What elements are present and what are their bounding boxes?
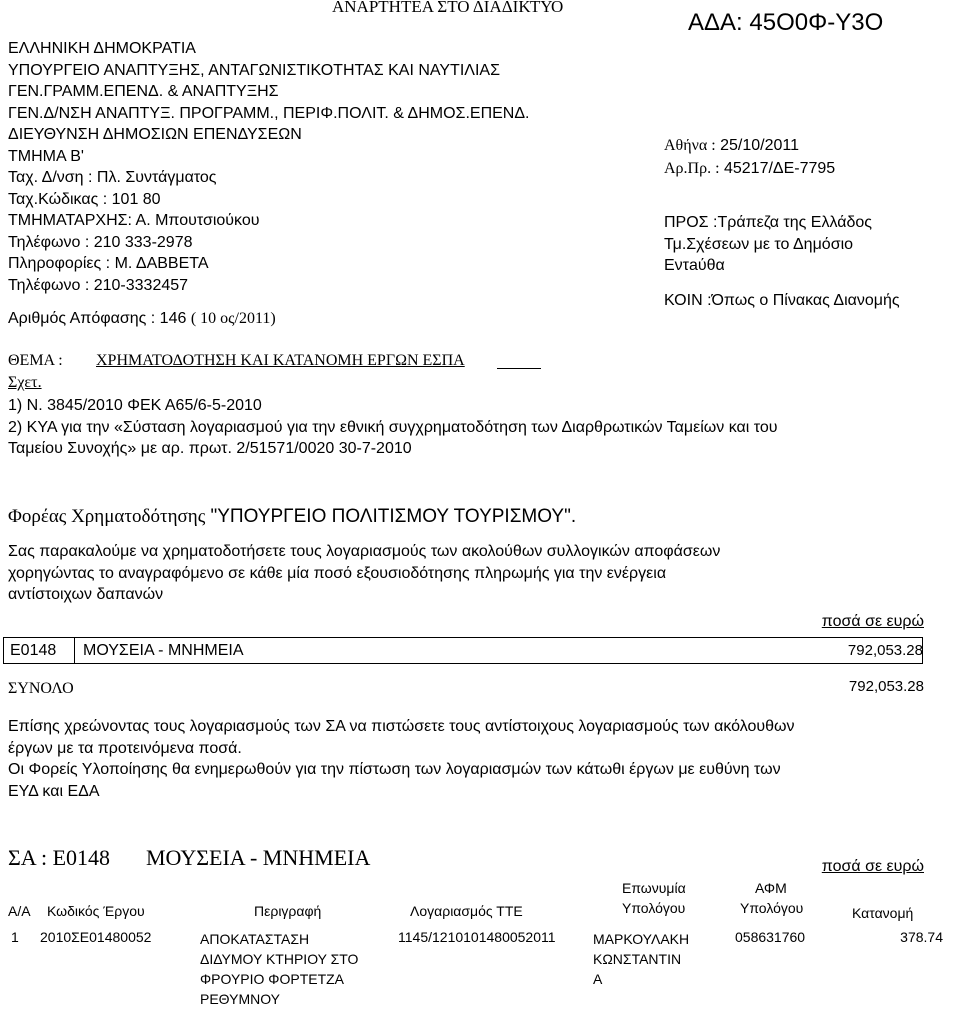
recipient-koin: ΚΟΙΝ :Όπως ο Πίνακας Διανομής bbox=[664, 292, 900, 309]
sender-line: Τηλέφωνο : 210-3332457 bbox=[8, 276, 189, 294]
subject-label: ΘΕΜΑ : bbox=[8, 352, 63, 369]
row-beneficiary bbox=[593, 929, 689, 989]
funding-name: "ΥΠΟΥΡΓΕΙΟ ΠΟΛΙΤΙΣΜΟΥ ΤΟΥΡΙΣΜΟΥ". bbox=[205, 506, 577, 527]
credit-line: ΕΥΔ και ΕΔΑ bbox=[8, 782, 100, 800]
recipient-line: ΠΡΟΣ :Τράπεζα της Ελλάδος bbox=[664, 214, 872, 231]
recipient-line: Εντaύθα bbox=[664, 257, 725, 274]
request-line: Σας παρακαλούμε να χρηματοδοτήσετε τους λογαριασμούς των ακολούθων συλλογικών αποφάσεων bbox=[8, 543, 721, 560]
row-aa: 1 bbox=[11, 929, 19, 945]
description-line: ΦΡΟΥΡΙΟ ΦΟΡΤΕΤΖΑ bbox=[200, 971, 345, 987]
amount-header: ποσά σε ευρώ bbox=[821, 613, 924, 630]
protocol-number: Αρ.Πρ. : 45217/ΔΕ-7795 bbox=[664, 160, 836, 177]
sa-name: ΜΟΥΣΕΙΑ - ΜΝΗΜΕΙΑ bbox=[83, 642, 244, 659]
subject-text: ΧΡΗΜΑΤΟΔΟΤΗΣΗ ΚΑΙ ΚΑΤΑΝΟΜΗ ΕΡΓΩΝ ΕΣΠΑ bbox=[96, 352, 465, 369]
reference-line: Ταμείου Συνοχής» με αρ. πρωτ. 2/51571/0020 30-7-2010 bbox=[8, 440, 412, 457]
description-line: ΔΙΔΥΜΟΥ ΚΤΗΡΙΟΥ ΣΤΟ bbox=[200, 951, 359, 967]
funding-row bbox=[3, 637, 923, 664]
request-line: αντίστοιχων δαπανών bbox=[8, 586, 164, 603]
sender-line: ΓΕΝ.ΓΡΑΜΜ.ΕΠΕΝΔ. & ΑΝΑΠΤΥΞΗΣ bbox=[8, 83, 279, 100]
description-line: ΑΠΟΚΑΤΑΣΤΑΣΗ bbox=[200, 931, 310, 947]
recipient-to bbox=[664, 212, 872, 277]
sender-line: ΤΜΗΜΑ Β' bbox=[8, 147, 84, 165]
place-date: Αθήνα : 25/10/2011 bbox=[664, 137, 799, 154]
sa-code: Ε0148 bbox=[10, 642, 57, 659]
beneficiary-line: Α bbox=[593, 971, 603, 987]
decision-number bbox=[8, 310, 276, 328]
cell-divider bbox=[74, 638, 75, 663]
reference-line: 1) Ν. 3845/2010 ΦΕΚ Α65/6-5-2010 bbox=[8, 397, 262, 414]
sender-line: ΥΠΟΥΡΓΕΙΟ ΑΝΑΠΤΥΞΗΣ, ΑΝΤΑΓΩΝΙΣΤΙΚΟΤΗΤΑΣ ΚΑΙ ΝΑΥΤΙΛΙΑΣ bbox=[8, 61, 500, 79]
col-header-account: Λογαριασμός ΤΤΕ bbox=[410, 903, 523, 919]
sender-line: ΓΕΝ.Δ/ΝΣΗ ΑΝΑΠΤΥΞ. ΠΡΟΓΡΑΜΜ., ΠΕΡΙΦ.ΠΟΛΙΤ. & ΔΗΜΟΣ.ΕΠΕΝΔ. bbox=[8, 104, 530, 122]
total-amount: 792,053.28 bbox=[848, 678, 924, 695]
request-paragraph bbox=[8, 541, 720, 606]
decision-label: Αριθμός Απόφασης : 146 bbox=[8, 310, 187, 327]
sa-section-name: ΜΟΥΣΕΙΑ - ΜΝΗΜΕΙΑ bbox=[146, 845, 371, 870]
col-header-name: Επωνυμία bbox=[622, 880, 686, 896]
col-header-name-2: Υπολόγου bbox=[622, 900, 686, 916]
row-afm: 058631760 bbox=[735, 929, 806, 945]
beneficiary-line: ΜΑΡΚΟΥΛΑΚΗ bbox=[593, 931, 690, 947]
ada-code: ΑΔΑ: 45Ο0Φ-Υ3Ο bbox=[688, 9, 884, 36]
col-header-afm: ΑΦΜ bbox=[755, 880, 787, 896]
funding-label: Φορέας Χρηματοδότησης bbox=[8, 506, 206, 527]
reference-line: 2) ΚΥΑ για την «Σύσταση λογαριασμού για την εθνική συγχρηματοδότηση των Διαρθρωτικών Ταμείων και του bbox=[8, 418, 778, 436]
row-account: 1145/1210101480052011 bbox=[398, 929, 556, 945]
col-header-afm-2: Υπολόγου bbox=[740, 900, 804, 916]
sa-amount: 792,053.28 bbox=[847, 642, 923, 659]
sender-line: ΤΜΗΜΑΤΑΡΧΗΣ: Α. Μπουτσιούκου bbox=[8, 212, 260, 229]
recipient-line: Τμ.Σχέσεων με το Δημόσιο bbox=[664, 235, 854, 253]
reference-label: Σχετ. bbox=[8, 374, 42, 391]
row-allocation: 378.74 bbox=[900, 929, 943, 945]
request-line: χορηγώντας το αναγραφόμενο σε κάθε μία ποσό εξουσιοδότησης πληρωμής για την ενέργεια bbox=[8, 564, 667, 582]
sa-section-code: ΣΑ : Ε0148 bbox=[8, 845, 111, 870]
col-header-aa: Α/Α bbox=[8, 903, 31, 919]
sender-line: ΔΙΕΥΘΥΝΣΗ ΔΗΜΟΣΙΩΝ ΕΠΕΝΔΥΣΕΩΝ bbox=[8, 126, 302, 143]
subject-underline bbox=[497, 368, 541, 369]
beneficiary-line: ΚΩΝΣΤΑΝΤΙΝ bbox=[593, 951, 682, 967]
decision-value: ( 10 ος/2011) bbox=[190, 310, 276, 327]
sender-line: ΕΛΛΗΝΙΚΗ ΔΗΜΟΚΡΑΤΙΑ bbox=[8, 40, 196, 57]
total-label: ΣΥΝΟΛΟ bbox=[8, 680, 74, 697]
funding-body bbox=[8, 506, 576, 528]
credit-line: Οι Φορείς Υλοποίησης θα ενημερωθούν για την πίστωση των λογαριασμών των κάτωθι έργων με ευθύνη των bbox=[8, 761, 781, 778]
sender-line: Ταχ.Κώδικας : 101 80 bbox=[8, 190, 161, 208]
sender-line: Ταχ. Δ/νση : Πλ. Συντάγματος bbox=[8, 169, 217, 186]
publication-note: ΑΝΑΡΤΗΤΕΑ ΣΤΟ ΔΙΑΔΙΚΤΥΟ bbox=[332, 0, 564, 16]
credit-line: έργων με τα προτεινόμενα ποσά. bbox=[8, 739, 242, 757]
sa-amount-header: ποσά σε ευρώ bbox=[821, 858, 924, 875]
sender-block bbox=[8, 38, 529, 296]
references bbox=[8, 395, 778, 460]
sender-line: Πληροφορίες : Μ. ΔΑΒΒΕΤΑ bbox=[8, 255, 209, 272]
col-header-description: Περιγραφή bbox=[254, 903, 322, 919]
description-line: ΡΕΘΥΜΝΟΥ bbox=[200, 991, 281, 1007]
col-header-code: Κωδικός Έργου bbox=[47, 903, 145, 919]
row-project-code: 2010ΣΕ01480052 bbox=[40, 929, 152, 945]
row-description bbox=[200, 929, 358, 1009]
sender-line: Τηλέφωνο : 210 333-2978 bbox=[8, 233, 193, 251]
col-header-allocation: Κατανομή bbox=[852, 905, 914, 921]
credit-line: Επίσης χρεώνοντας τους λογαριασμούς των ΣΑ να πιστώσετε τους αντίστοιχους λογαριασμούς των ακόλουθων bbox=[8, 718, 795, 735]
credit-paragraph bbox=[8, 716, 795, 802]
